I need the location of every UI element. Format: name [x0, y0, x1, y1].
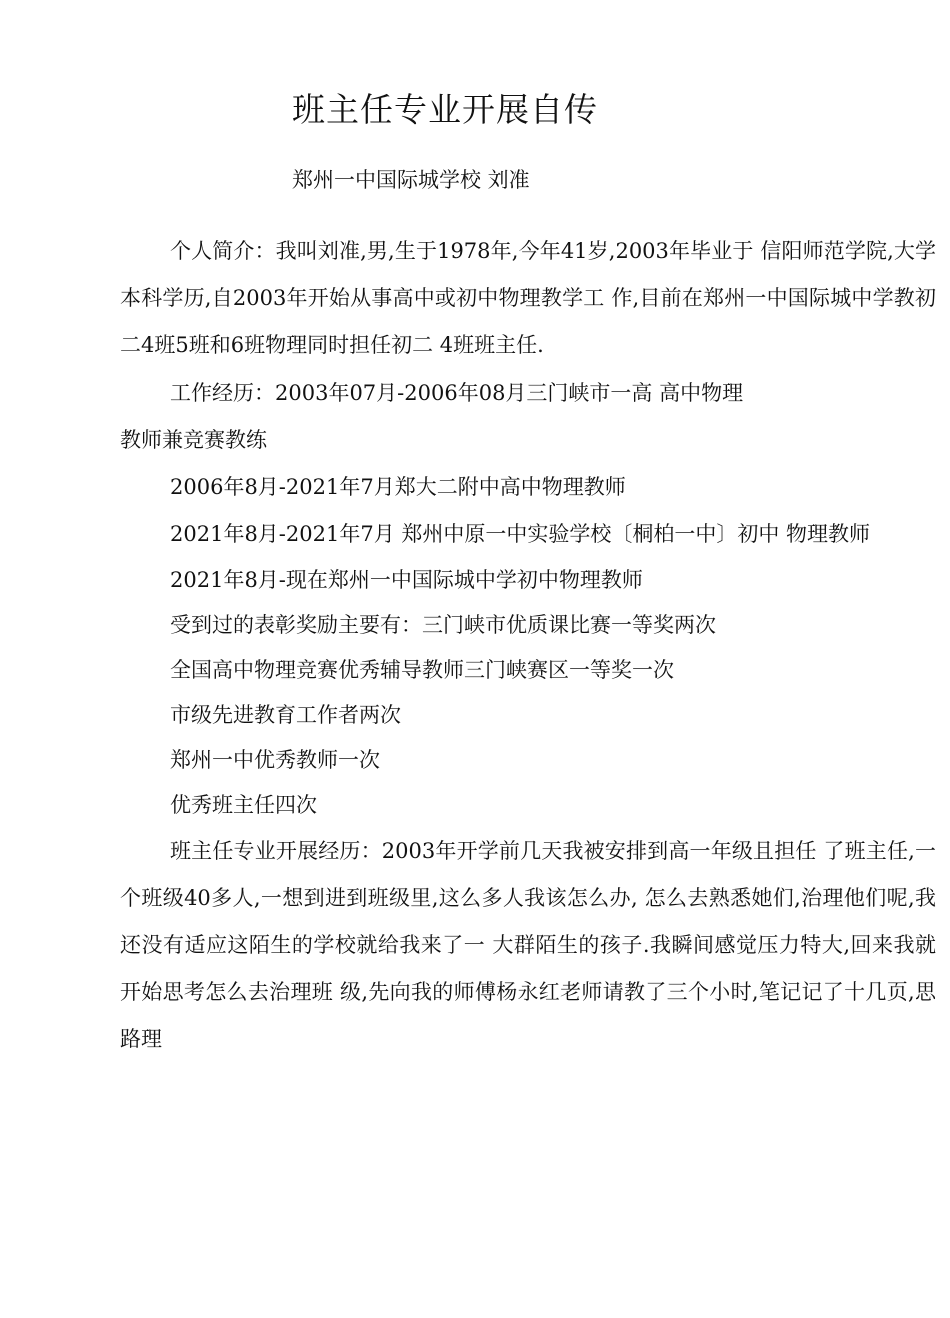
- document-body: [120, 228, 936, 1063]
- award-item: 全国高中物理竞赛优秀辅导教师三门峡赛区一等奖一次: [170, 658, 674, 682]
- award-item: 郑州一中优秀教师一次: [170, 748, 380, 772]
- career-development-paragraph: 班主任专业开展经历：2003年开学前几天我被安排到高一年级且担任 了班主任,一个班级40多人,一想到进到班级里,这么多人我该怎么办, 怎么去熟悉她们,治理他们呢,我还没有适应这陌生的学校就给我来了一 大群陌生的孩子.我瞬间感觉压力特大,回来我就开始思考怎么去治理班 级,先向我的师傅杨永红老师请教了三个小时,笔记记了十几页,思路理: [120, 839, 936, 1051]
- work-history-item: 2021年8月-现在郑州一中国际城中学初中物理教师: [170, 568, 643, 592]
- award-item: 市级先进教育工作者两次: [170, 703, 401, 727]
- intro-paragraph: 个人简介：我叫刘准,男,生于1978年,今年41岁,2003年毕业于 信阳师范学院,大学本科学历,自2003年开始从事高中或初中物理教学工 作,目前在郑州一中国际城中学教初二4班5班和6班物理同时担任初二 4班班主任.: [120, 239, 936, 357]
- work-history-item: 2021年8月-2021年7月 郑州中原一中实验学校〔桐柏一中〕初中 物理教师: [170, 522, 871, 546]
- awards-paragraph: 受到过的表彰奖励主要有：三门峡市优质课比赛一等奖两次: [170, 613, 716, 637]
- work-experience-continuation: 教师兼竞赛教练: [120, 428, 267, 452]
- author-line: 郑州一中国际城学校 刘准: [292, 168, 530, 192]
- work-history-item: 2006年8月-2021年7月郑大二附中高中物理教师: [170, 475, 626, 499]
- document-title: 班主任专业开展自传: [292, 90, 598, 129]
- award-item: 优秀班主任四次: [170, 793, 317, 817]
- work-experience-paragraph: 工作经历：2003年07月-2006年08月三门峡市一高 高中物理: [170, 381, 744, 405]
